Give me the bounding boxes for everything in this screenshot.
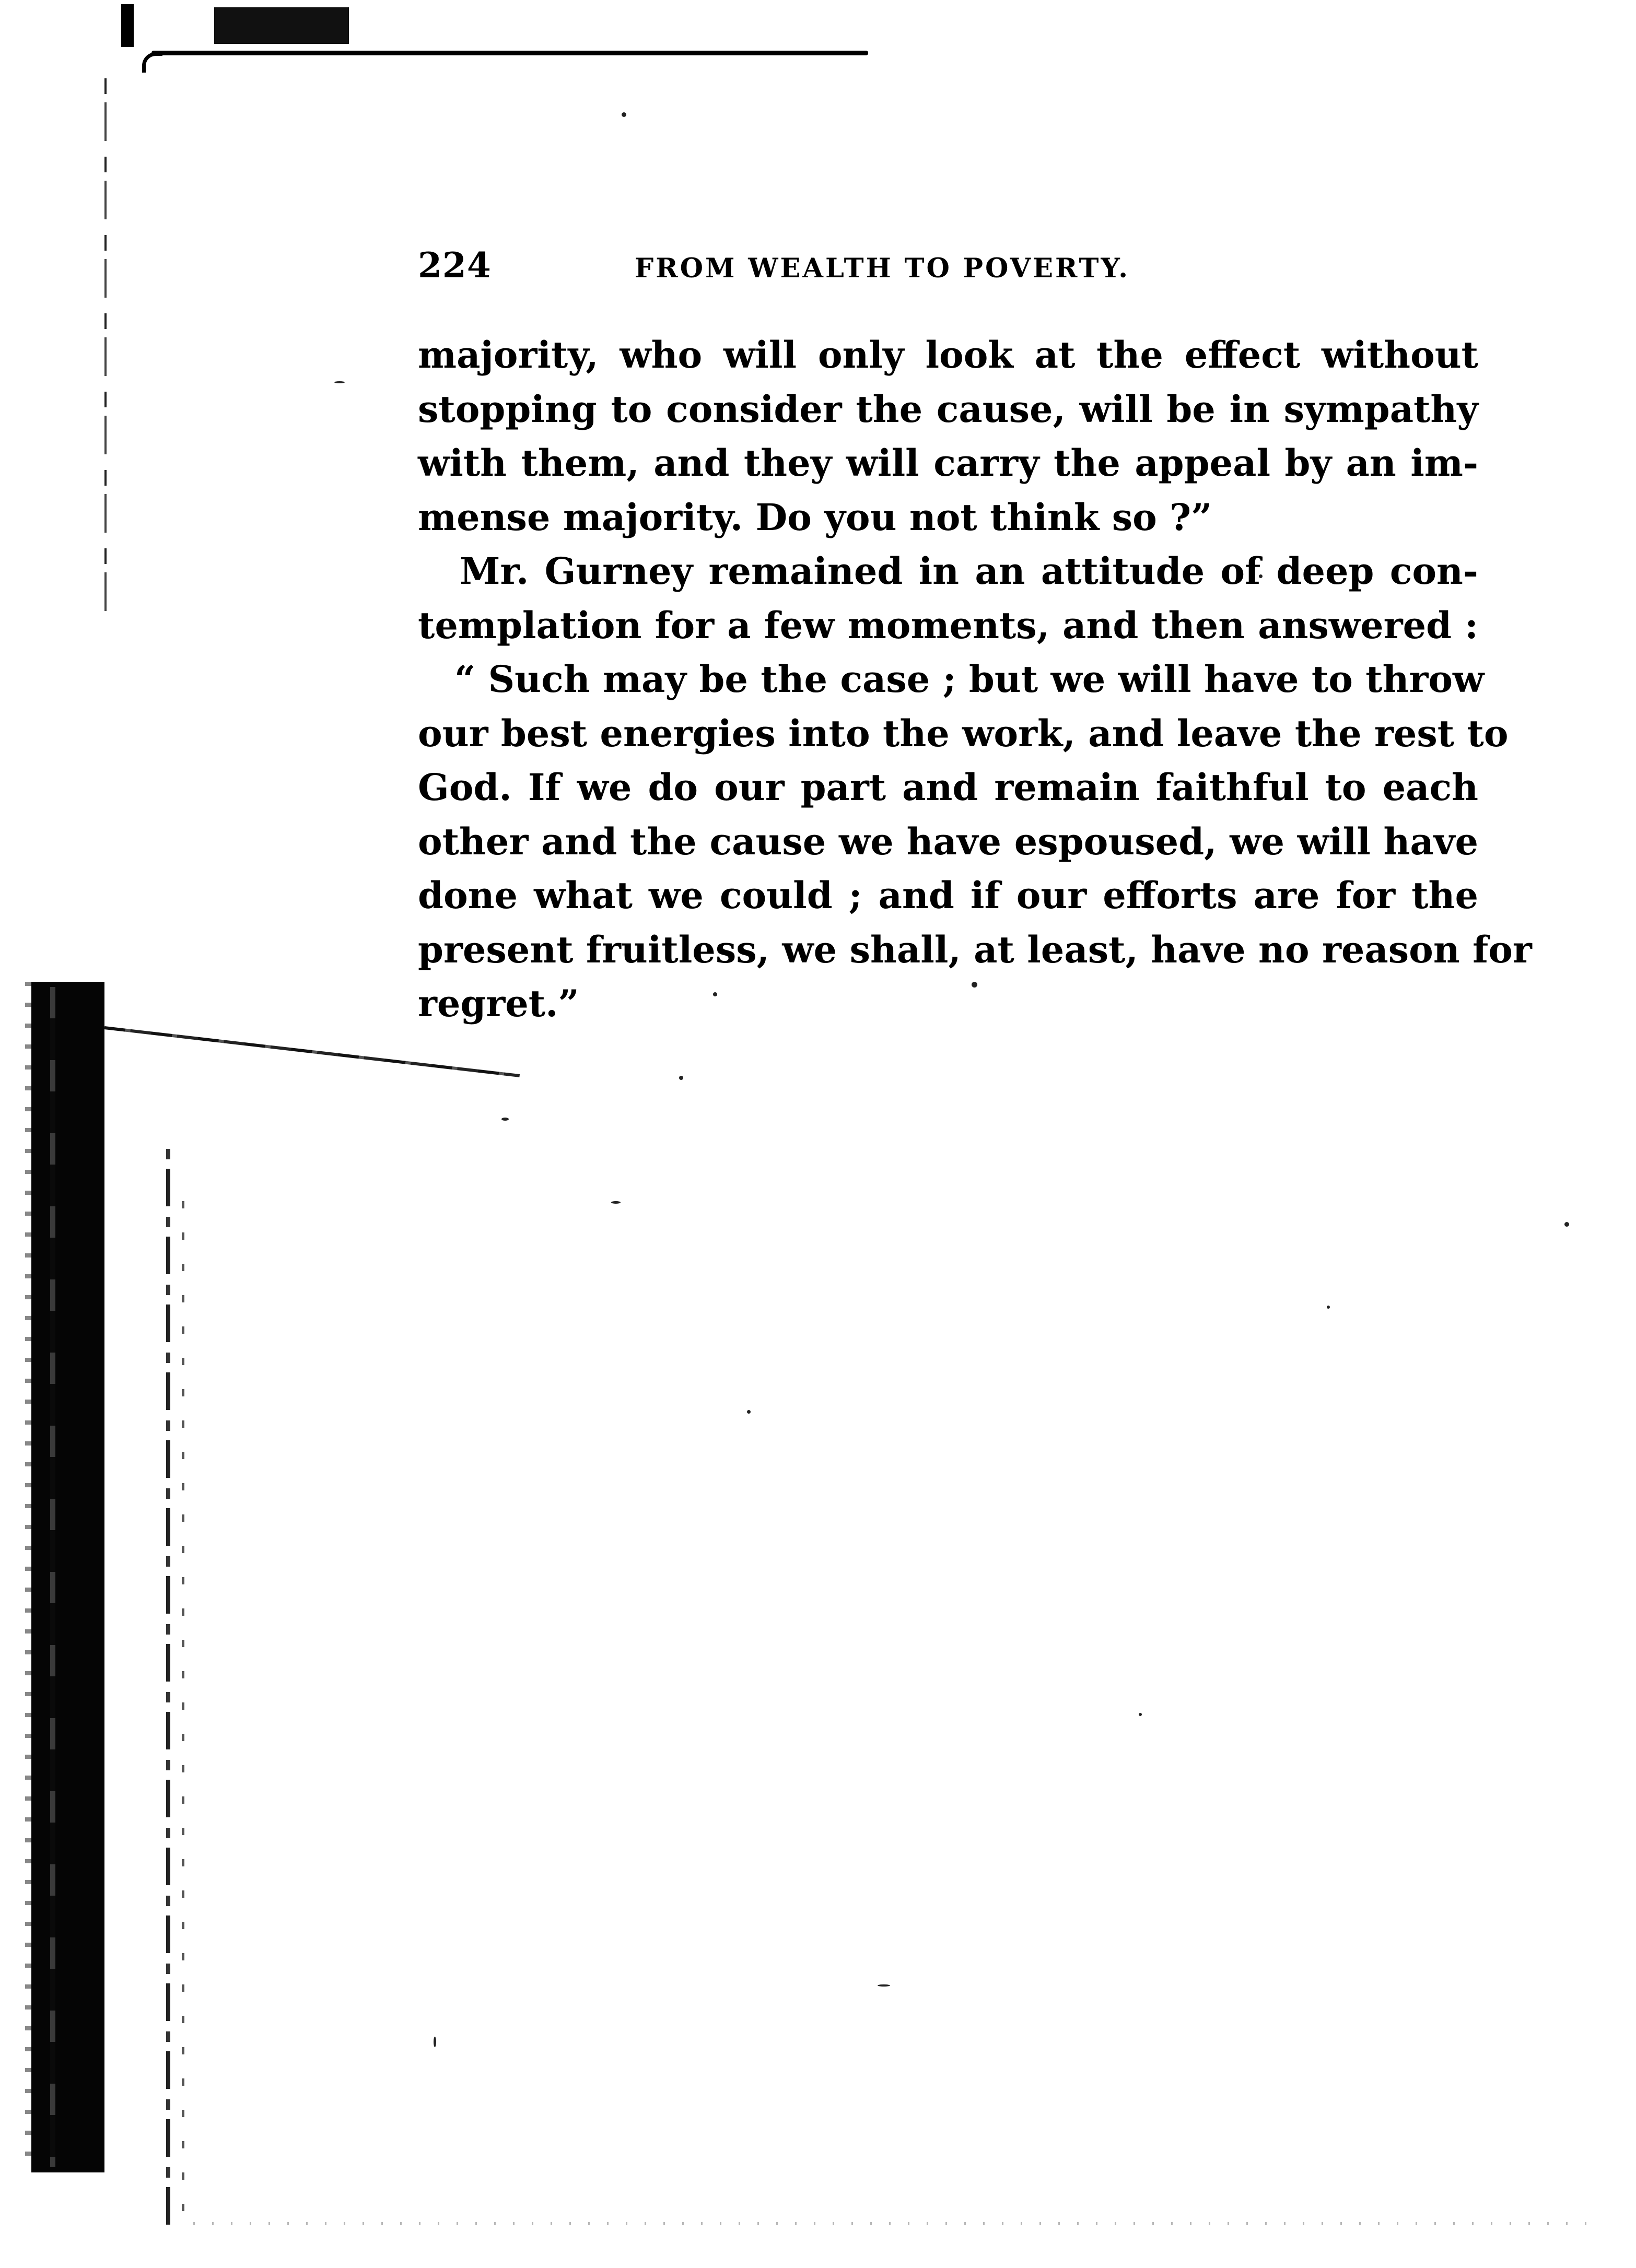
text-line: templation for a few moments, and then answered :	[418, 603, 1478, 647]
page-number: 224	[418, 245, 492, 286]
scan-artifact-edge-band-texture	[50, 987, 55, 2167]
page-header	[418, 244, 1478, 286]
text-line: present fruitless, we shall, at least, have no reason for	[418, 927, 1532, 971]
text-line: stopping to consider the cause, will be in sympathy	[418, 387, 1478, 431]
scan-artifact-rule-hook	[142, 52, 162, 73]
scan-speck	[878, 1984, 890, 1987]
scan-artifact-diagonal-line	[104, 1026, 520, 1077]
scan-artifact-rule	[151, 51, 868, 55]
text-line: majority, who will only look at the effect without	[418, 333, 1478, 377]
text-line: with them, and they will carry the appeal by an im-	[418, 441, 1478, 485]
text-line: Mr. Gurney remained in an attitude of deep con-	[460, 549, 1478, 593]
text-line: “ Such may be the case ; but we will have to throw	[454, 657, 1485, 701]
text-line: mense majority. Do you not think so ?”	[418, 495, 1212, 539]
scan-speck	[1327, 1306, 1330, 1309]
scan-speck	[679, 1076, 683, 1080]
scan-speck	[611, 1201, 621, 1204]
scan-speck	[1139, 1713, 1142, 1716]
scan-speck	[1564, 1222, 1569, 1227]
scan-speck	[434, 2037, 436, 2047]
scan-speck	[622, 112, 626, 117]
scan-artifact-block	[121, 4, 134, 47]
text-line: done what we could ; and if our efforts are for the	[418, 874, 1478, 917]
scan-artifact-block	[214, 7, 349, 44]
scan-artifact-margin-line	[104, 78, 107, 627]
scan-speck	[334, 381, 345, 383]
text-line: our best energies into the work, and leave the rest to	[418, 711, 1509, 755]
scan-speck	[747, 1410, 751, 1414]
text-line: regret.”	[418, 982, 579, 1025]
scan-speck	[501, 1118, 509, 1121]
text-line: other and the cause we have espoused, we will have	[418, 819, 1478, 863]
running-head: FROM WEALTH TO POVERTY.	[635, 253, 1130, 284]
scan-artifact-edge-stripe	[182, 1201, 184, 2235]
scan-artifact-edge-stripe	[166, 1149, 170, 2235]
scan-artifact-bottom-dots	[193, 2222, 1604, 2225]
body-text	[418, 328, 1532, 1031]
scan-artifact-edge-band	[31, 982, 104, 2172]
text-line: God. If we do our part and remain faithful to each	[418, 766, 1478, 809]
